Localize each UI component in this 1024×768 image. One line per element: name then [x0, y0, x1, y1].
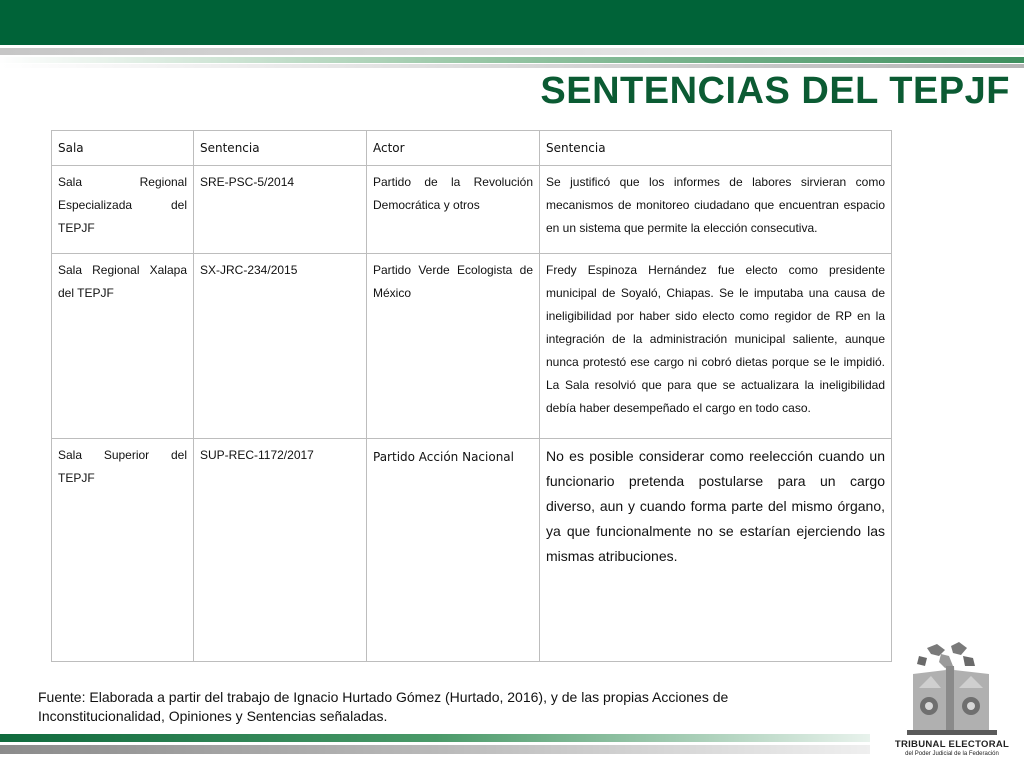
header-sentencia: Sentencia: [194, 131, 367, 166]
table-header-row: [52, 131, 892, 166]
header-stripe-green: [0, 57, 1024, 63]
cell-sentencia: SRE-PSC-5/2014: [194, 166, 367, 254]
cell-sala: Sala Regional Especializada del TEPJF: [52, 166, 194, 254]
cell-actor: Partido Verde Ecologista de México: [367, 254, 540, 439]
logo-subtitle: del Poder Judicial de la Federación: [905, 751, 999, 757]
cell-descripcion: No es posible considerar como reelección cuando un funcionario pretenda postularse para un cargo diverso, aun y cuando forma parte del mismo órgano, ya que funcionalmente no se estarían ejerciendo las mismas atribuciones.: [540, 439, 892, 662]
table-row: [52, 254, 892, 439]
footer-stripe-green: [0, 734, 870, 742]
header-actor: Actor: [367, 131, 540, 166]
header-descripcion: Sentencia: [540, 131, 892, 166]
page-title: SENTENCIAS DEL TEPJF: [540, 70, 1010, 112]
source-footnote: Fuente: Elaborada a partir del trabajo de Ignacio Hurtado Gómez (Hurtado, 2016), y de las propias Acciones de Inconstitucionalidad, Opiniones y Sentencias señaladas.: [38, 689, 729, 724]
cell-descripcion: Fredy Espinoza Hernández fue electo como presidente municipal de Soyaló, Chiapas. Se le imputaba una causa de ineligibilidad por haber sido electo como regidor de RP en la integración de la administración municipal saliente, aunque nunca protestó ese cargo ni cobró dietas porque se le impidió. La Sala resolvió que para que se actualizara la ineligibilidad debía haber desempeñado el cargo en todo caso.: [540, 254, 892, 439]
cell-actor: Partido de la Revolución Democrática y otros: [367, 166, 540, 254]
cell-sala: Sala Regional Xalapa del TEPJF: [52, 254, 194, 439]
tribunal-logo: [893, 640, 1011, 762]
cell-sentencia: SUP-REC-1172/2017: [194, 439, 367, 662]
cell-sentencia: SX-JRC-234/2015: [194, 254, 367, 439]
cell-sala: Sala Superior del TEPJF: [52, 439, 194, 662]
table-row: [52, 166, 892, 254]
tribunal-electoral-emblem-icon: [893, 640, 1011, 740]
table-row: [52, 439, 892, 662]
header-sala: Sala: [52, 131, 194, 166]
header-stripe-gray: [0, 48, 1024, 55]
cell-actor: Partido Acción Nacional: [367, 439, 540, 662]
logo-title: TRIBUNAL ELECTORAL: [894, 739, 1010, 750]
cell-descripcion: Se justificó que los informes de labores sirvieran como mecanismos de monitoreo ciudadano que encuentran espacio en un sistema que permite la elección consecutiva.: [540, 166, 892, 254]
sentencias-table: [51, 130, 892, 662]
header-stripe-light: [0, 64, 1024, 68]
footer-stripe-gray: [0, 745, 870, 754]
top-header-bar: [0, 0, 1024, 45]
